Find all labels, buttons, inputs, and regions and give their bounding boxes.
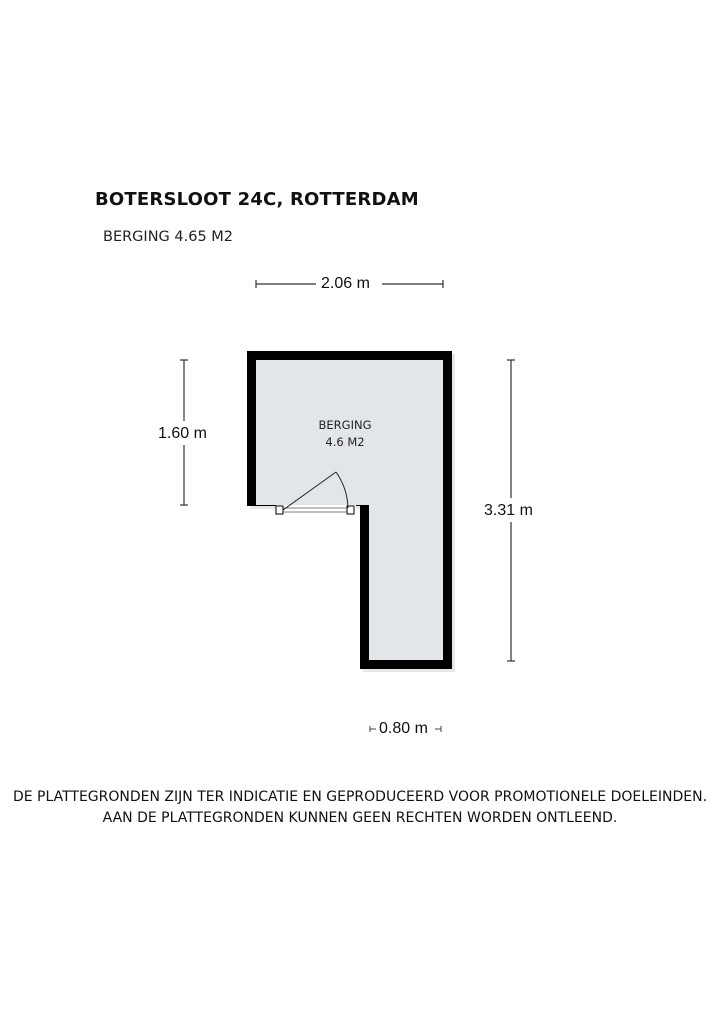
room-name: BERGING bbox=[318, 418, 372, 432]
disclaimer-line-2: AAN DE PLATTEGRONDEN KUNNEN GEEN RECHTEN WORDEN ONTLEEND. bbox=[102, 810, 618, 826]
page-title: BOTERSLOOT 24C, ROTTERDAM bbox=[95, 189, 419, 210]
room-area: 4.6 M2 bbox=[325, 435, 365, 449]
disclaimer bbox=[0, 787, 720, 829]
dimension-left-label: 1.60 m bbox=[158, 425, 207, 442]
dimension-right-label: 3.31 m bbox=[484, 502, 533, 519]
dimension-top-label: 2.06 m bbox=[321, 275, 370, 292]
disclaimer-line-1: DE PLATTEGRONDEN ZIJN TER INDICATIE EN GEPRODUCEERD VOOR PROMOTIONELE DOELEINDEN. bbox=[12, 789, 708, 805]
dimension-bottom-label: 0.80 m bbox=[379, 720, 428, 737]
total-area-subtitle: BERGING 4.65 M2 bbox=[103, 229, 234, 245]
room-label bbox=[314, 417, 376, 451]
